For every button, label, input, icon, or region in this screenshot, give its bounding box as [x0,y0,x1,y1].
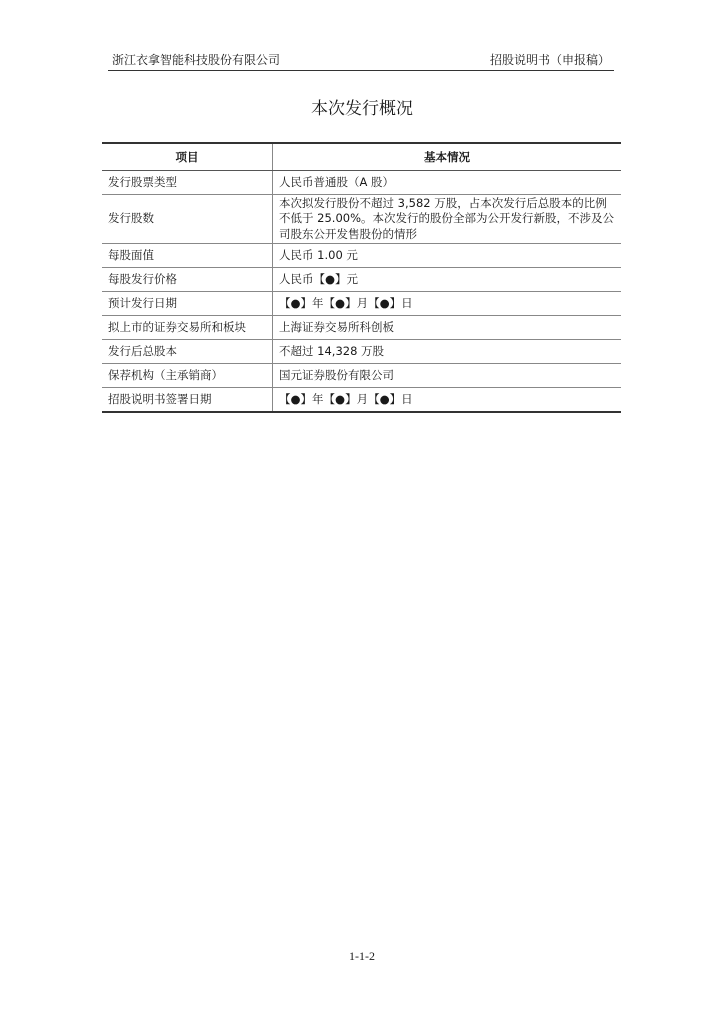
company-name: 浙江衣拿智能科技股份有限公司 [112,53,281,67]
page-title: 本次发行概况 [311,99,413,119]
row-value: 人民币普通股（A 股） [273,171,622,195]
column-header-details: 基本情况 [273,143,622,171]
row-label: 发行后总股本 [102,340,273,364]
table-row [102,268,621,292]
row-label: 每股面值 [102,244,273,268]
table-row [102,195,621,244]
row-value: 不超过 14,328 万股 [273,340,622,364]
row-label: 每股发行价格 [102,268,273,292]
offering-overview-table [102,142,621,413]
row-value: 【●】年【●】月【●】日 [273,292,622,316]
row-label: 拟上市的证券交易所和板块 [102,316,273,340]
row-label: 招股说明书签署日期 [102,388,273,413]
row-label: 预计发行日期 [102,292,273,316]
row-value: 【●】年【●】月【●】日 [273,388,622,413]
row-label: 发行股票类型 [102,171,273,195]
document-type: 招股说明书（申报稿） [489,53,610,67]
table-row [102,171,621,195]
row-value: 上海证券交易所科创板 [273,316,622,340]
row-value: 人民币 1.00 元 [273,244,622,268]
table-row [102,388,621,413]
row-value: 国元证券股份有限公司 [273,364,622,388]
row-value: 本次拟发行股份不超过 3,582 万股，占本次发行后总股本的比例不低于 25.00%。本次发行的股份全部为公开发行新股，不涉及公司股东公开发售股份的情形 [273,195,622,244]
page-header [108,50,614,71]
table-row [102,340,621,364]
table-row [102,364,621,388]
table-row [102,292,621,316]
table-row [102,316,621,340]
page-number: 1-1-2 [349,949,375,963]
row-label: 保荐机构（主承销商） [102,364,273,388]
row-value: 人民币【●】元 [273,268,622,292]
table-header-row [102,143,621,171]
column-header-item: 项目 [102,143,273,171]
table-row [102,244,621,268]
row-label: 发行股数 [102,195,273,244]
